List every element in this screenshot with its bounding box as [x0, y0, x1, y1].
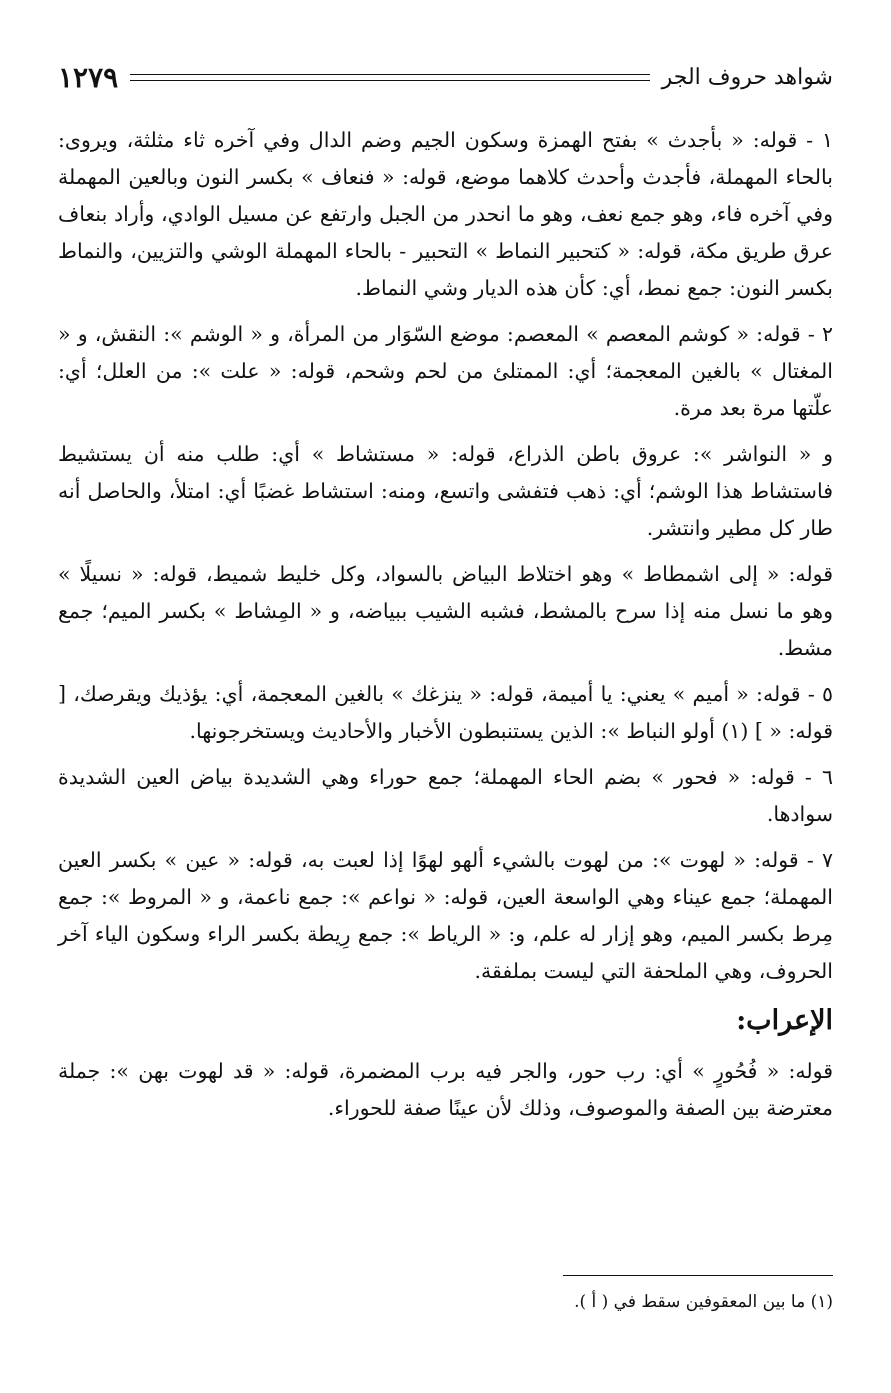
paragraph-2: ٢ - قوله: « كوشم المعصم » المعصم: موضع السّوَار من المرأة، و « الوشم »: النقش، و « المغتال » بالغين المعجمة؛ أي: الممتلئ من لحم وشحم، قوله: « علت »: من العلل؛ أي: علّتها مرة بعد مرة.	[58, 322, 833, 420]
body-text	[58, 122, 833, 1136]
paragraph-4: قوله: « إلى اشمطاط » وهو اختلاط البياض بالسواد، وكل خليط شميط، قوله: « نسيلًا » وهو ما نسل منه إذا سرح بالمشط، فشبه الشيب ببياضه، و « المِشاط » بكسر الميم؛ جمع مشط.	[58, 562, 833, 660]
page-number: ١٢٧٩	[58, 60, 119, 94]
running-head-title: شواهد حروف الجر	[661, 64, 833, 90]
paragraph-1: ١ - قوله: « بأجدث » بفتح الهمزة وسكون الجيم وضم الدال وفي آخره ثاء مثلثة، ويروى: بالحاء المهملة، فأجدث وأحدث كلاهما موضع، قوله: « فنعاف » بكسر النون وبالعين المهملة وفي آخره فاء، وهو جمع نعف، وهو ما انحدر من الجبل وارتفع عن مسيل الوادي، وأراد بنعاف عرق طريق مكة، قوله: « كتحبير النماط » التحبير - بالحاء المهملة الوشي والتزيين، والنماط بكسر النون: جمع نمط، أي: كأن هذه الديار وشي النماط.	[58, 128, 833, 300]
paragraph-3: و « النواشر »: عروق باطن الذراع، قوله: « مستشاط » أي: طلب منه أن يستشيط فاستشاط هذا الوشم؛ أي: ذهب فتفشى واتسع، ومنه: استشاط غضبًا أي: امتلأ، والحاصل أنه طار كل مطير وانتشر.	[58, 442, 833, 540]
footnote: (١) ما بين المعقوفين سقط في ( أ ).	[574, 1292, 833, 1312]
paragraph-6: ٦ - قوله: « فحور » بضم الحاء المهملة؛ جمع حوراء وهي الشديدة بياض العين الشديدة سوادها.	[58, 765, 833, 826]
running-head	[58, 52, 833, 102]
paragraph-final: قوله: « فُحُورٍ » أي: رب حور، والجر فيه برب المضمرة، قوله: « قد لهوت بهن »: جملة معترضة بين الصفة والموصوف، وذلك لأن عينًا صفة للحوراء.	[58, 1059, 833, 1120]
section-heading: الإعراب:	[736, 1005, 833, 1036]
paragraph-7: ٧ - قوله: « لهوت »: من لهوت بالشيء ألهو لهوًا إذا لعبت به، قوله: « عين » بكسر العين المهملة؛ جمع عيناء وهي الواسعة العين، قوله: « نواعم »: جمع ناعمة، و « المروط »: جمع مِرط بكسر الميم، وهو إزار له علم، و: « الرياط »: جمع رِيطة بكسر الراء وسكون الياء آخر الحروف، وهي الملحفة التي ليست بملفقة.	[58, 848, 833, 983]
running-head-rule	[130, 74, 649, 81]
footnote-divider	[563, 1275, 833, 1276]
paragraph-5: ٥ - قوله: « أميم » يعني: يا أميمة، قوله: « ينزغك » بالغين المعجمة، أي: يؤذيك ويقرصك، [ قوله: « ] (١) أولو النباط »: الذين يستنبطون الأخبار والأحاديث ويستخرجونها.	[58, 682, 833, 743]
